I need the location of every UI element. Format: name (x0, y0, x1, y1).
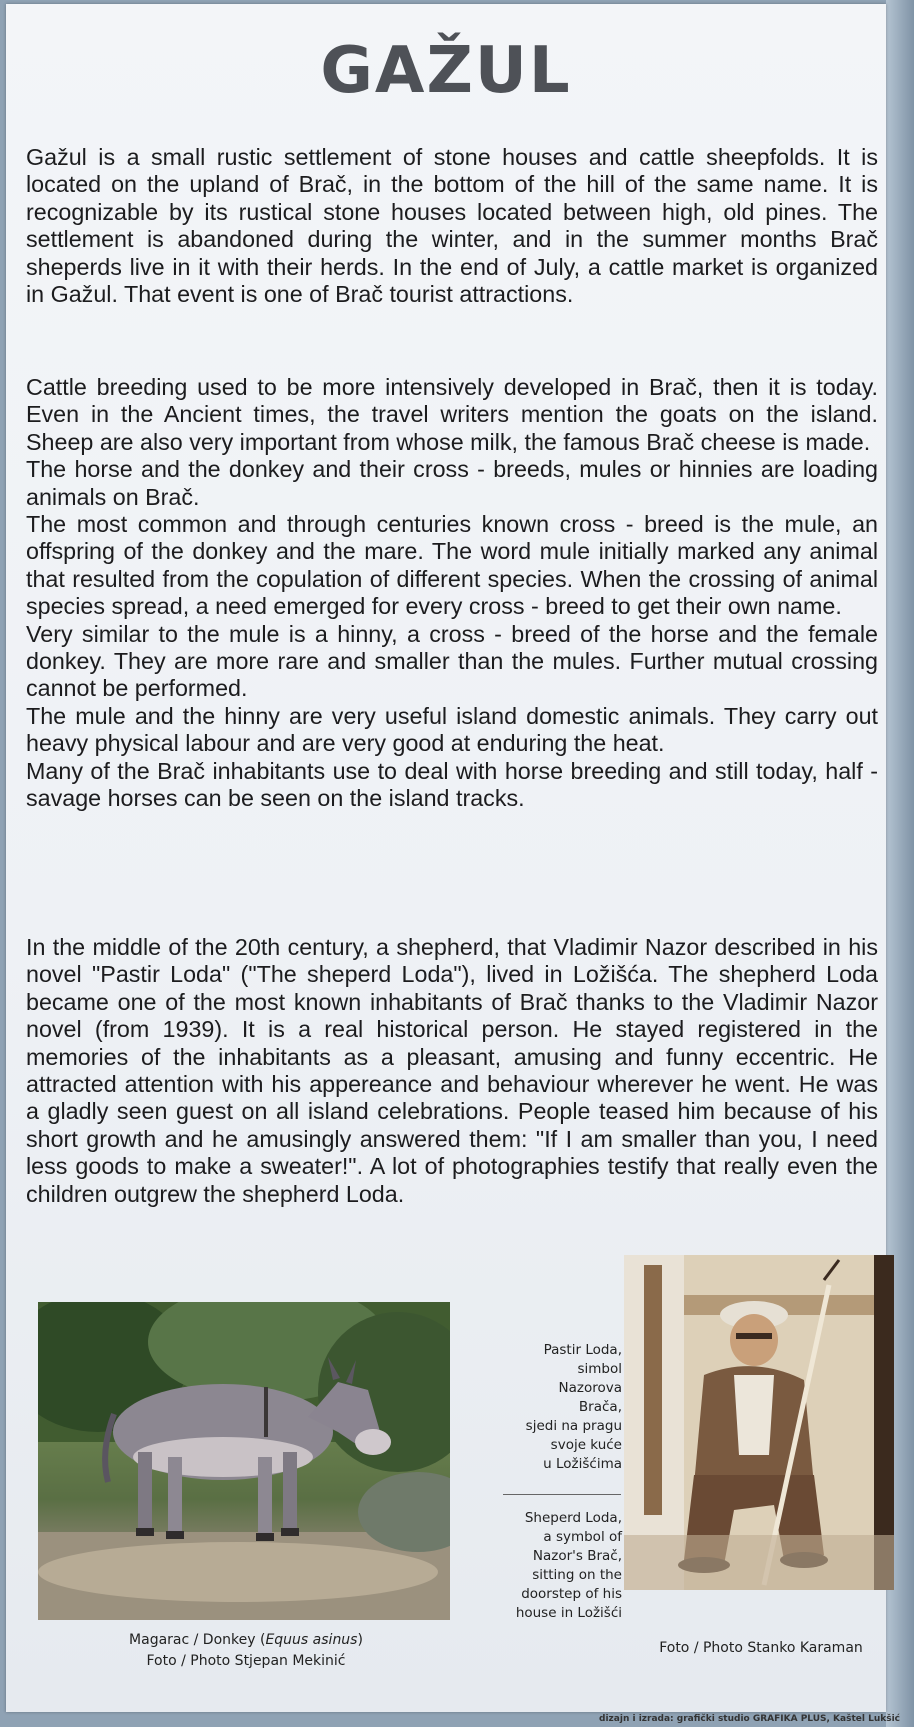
caption-line: a symbol of (543, 1529, 622, 1545)
caption-line: Brača, (578, 1399, 622, 1415)
donkey-photo-caption (106, 1630, 386, 1672)
donkey-photo-credit: Foto / Photo Stjepan Mekinić (146, 1653, 346, 1669)
caption-line: Pastir Loda, (543, 1342, 622, 1358)
caption-line: u Ložišćima (543, 1456, 622, 1472)
loda-paragraph (26, 934, 878, 1208)
caption-line: svoje kuće (550, 1437, 622, 1453)
donkey-photo (38, 1302, 450, 1620)
cattle-breeding-section (26, 374, 878, 813)
intro-paragraph (26, 144, 878, 308)
intro-text: Gažul is a small rustic settlement of stone houses and cattle sheepfolds. It is located on the upland of Brač, in the bottom of the hill of the same name. It is recognizable by its rustical stone houses located between high, old pines. The settlement is abandoned during the winter, and in the summer months Brač sheperds live in it with their herds. In the end of July, a cattle market is organized in Gažul. That event is one of Brač tourist attractions. (26, 144, 878, 308)
donkey-caption-line (106, 1630, 386, 1651)
donkey-caption-prefix: Magarac / Donkey ( (129, 1632, 266, 1648)
cattle-paragraph-4: Very similar to the mule is a hinny, a cross - breed of the horse and the female donkey. They are more rare and smaller than the mules. Further mutual crossing cannot be performed. (26, 620, 878, 702)
caption-line: Nazorova (558, 1380, 622, 1396)
page-title: GAŽUL (320, 34, 572, 108)
loda-photo-credit: Foto / Photo Stanko Karaman (659, 1640, 863, 1656)
donkey-latin-name: Equus asinus (265, 1632, 358, 1648)
caption-line: sjedi na pragu (525, 1418, 622, 1434)
caption-line: doorstep of his (521, 1586, 622, 1602)
loda-text: In the middle of the 20th century, a shepherd, that Vladimir Nazor described in his novel "Pastir Loda" ("The sheperd Loda"), lived in Ložišća. The shepherd Loda became one of the most known inhabitants of Brač thanks to the Vladimir Nazor novel (from 1939). It is a real historical person. He stayed registered in the memories of the inhabitants as a pleasant, amusing and funny eccentric. He attracted attention with his appereance and behaviour wherever he went. He was a gladly seen guest on all island celebrations. People teased him because of his short growth and he amusingly answered them: "If I am smaller than you, I need less goods to make a sweater!". A lot of photographies testify that really even the children outgrew the shepherd Loda. (26, 934, 878, 1207)
caption-line: Nazor's Brač, (532, 1548, 622, 1564)
info-panel (6, 4, 886, 1712)
caption-line: simbol (577, 1361, 622, 1377)
caption-line: Sheperd Loda, (524, 1510, 622, 1526)
caption-line: sitting on the (532, 1567, 622, 1583)
cattle-paragraph-3: The most common and through centuries known cross - breed is the mule, an offspring of the donkey and the mare. The word mule initially marked any animal that resulted from the copulation of different species. When the crossing of animal species spread, a need emerged for every cross - breed to get their own name. (26, 511, 878, 620)
cattle-paragraph-2: The horse and the donkey and their cross - breeds, mules or hinnies are loading animals on Brač. (26, 456, 878, 510)
cattle-paragraph-6: Many of the Brač inhabitants use to deal with horse breeding and still today, half - savage horses can be seen on the island tracks. (26, 757, 878, 812)
design-credit-footer: dizajn i izrada: grafički studio GRAFIKA PLUS, Kaštel Lukšić (599, 1714, 900, 1724)
donkey-caption-suffix: ) (357, 1632, 363, 1648)
loda-caption-croatian (476, 1341, 622, 1474)
cattle-paragraph-5: The mule and the hinny are very useful island domestic animals. They carry out heavy physical labour and are very good at enduring the heat. (26, 702, 878, 757)
shepherd-loda-photo (624, 1255, 894, 1590)
caption-line: house in Ložišći (515, 1605, 622, 1621)
cattle-paragraph-1: Cattle breeding used to be more intensively developed in Brač, then it is today. Even in the Ancient times, the travel writers mention the goats on the island. Sheep are also very important from whose milk, the famous Brač cheese is made. (26, 374, 878, 455)
loda-caption-english (476, 1509, 622, 1623)
caption-divider (503, 1494, 621, 1495)
